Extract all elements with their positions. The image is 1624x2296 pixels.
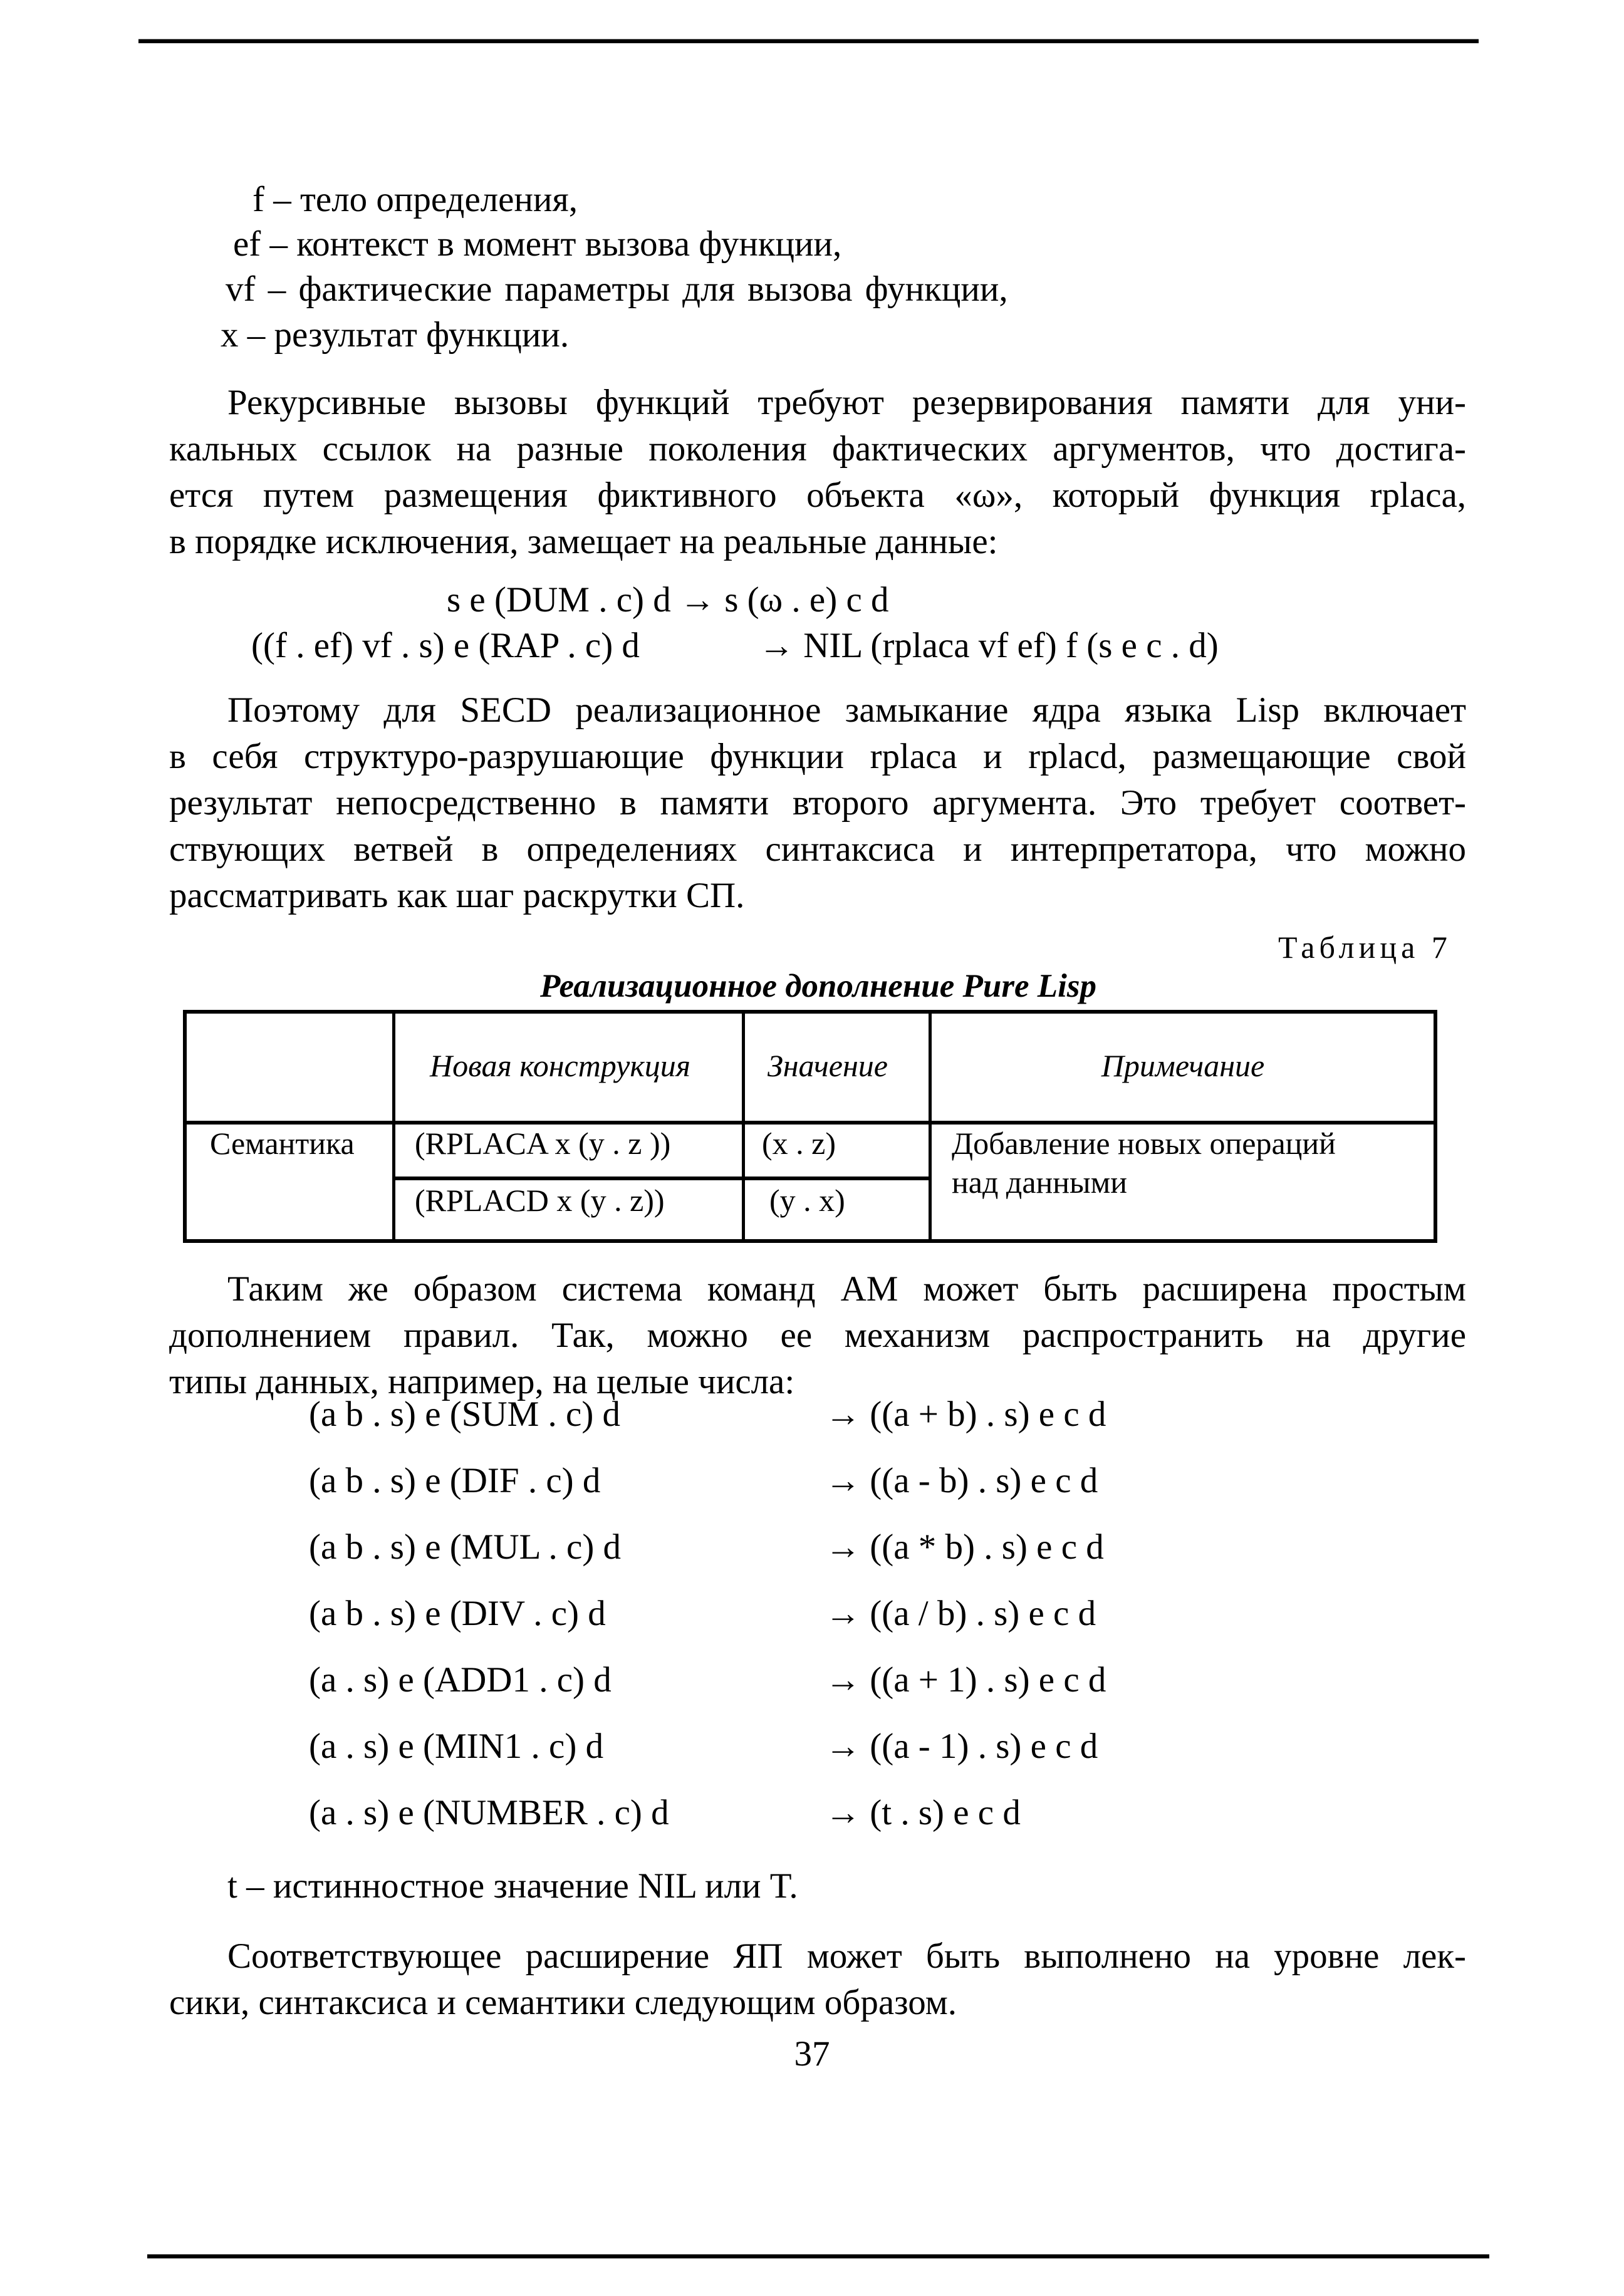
arith-rule-add1-rhs: → ((a + 1) . s) e c d (825, 1660, 1106, 1700)
paragraph-2-line-2: в себя структуро-разрушающие функции rplaca и rplacd, размещающие свой (169, 737, 1466, 776)
rule-rap-rhs: → NIL (rplaca vf ef) f (s e c . d) (759, 626, 1219, 665)
paragraph-3-line-2: дополнением правил. Так, можно ее механизм распространить на другие (169, 1316, 1466, 1355)
arith-rule-number-rhs: → (t . s) e c d (825, 1793, 1021, 1832)
paragraph-1-line-1: Рекурсивные вызовы функций требуют резервирования памяти для уни- (227, 383, 1466, 422)
paragraph-1-line-3: ется путем размещения фиктивного объекта «ω», который функция rplaca, (169, 475, 1466, 515)
table-col-divider-2 (742, 1010, 745, 1243)
paragraph-1-line-2: кальных ссылок на разные поколения фактических аргументов, что достига- (169, 429, 1466, 469)
table-cell-rplacd: (RPLACD x (y . z)) (415, 1183, 665, 1218)
table-header-construct: Новая конструкция (430, 1048, 690, 1083)
arith-rule-min1-lhs: (a . s) e (MIN1 . c) d (309, 1727, 604, 1766)
table-row-divider (392, 1177, 932, 1180)
rule-dum: s e (DUM . c) d → s (ω . e) c d (447, 580, 889, 620)
table-col-divider-3 (929, 1010, 932, 1243)
footer-rule (147, 2254, 1489, 2258)
table-cell-note-line-1: Добавление новых операций (952, 1126, 1336, 1161)
arith-rule-div-rhs: → ((a / b) . s) e c d (825, 1594, 1096, 1633)
paragraph-1-line-4: в порядке исключения, замещает на реальные данные: (169, 522, 998, 561)
paragraph-2-line-3: результат непосредственно в памяти второго аргумента. Это требует соответ- (169, 783, 1466, 823)
table-header-divider (183, 1121, 1437, 1125)
definition-vf: vf – фактические параметры для вызова функции, (226, 269, 1008, 309)
table-cell-rplaca-value: (x . z) (762, 1126, 836, 1161)
paragraph-3-line-3: типы данных, например, на целые числа: (169, 1362, 795, 1401)
table-label: Таблица 7 (1278, 930, 1452, 965)
paragraph-2-line-4: ствующих ветвей в определениях синтаксиса и интерпретатора, что можно (169, 829, 1466, 869)
paragraph-2-line-1: Поэтому для SECD реализационное замыкание ядра языка Lisp включает (227, 690, 1466, 730)
arith-rule-dif-rhs: → ((a - b) . s) e c d (825, 1461, 1098, 1500)
paragraph-3-line-1: Таким же образом система команд АМ может быть расширена простым (227, 1269, 1466, 1309)
arith-rule-dif-lhs: (a b . s) e (DIF . c) d (309, 1461, 601, 1500)
table-caption: Реализационное дополнение Pure Lisp (540, 968, 1096, 1004)
paragraph-4-line-1: Соответствующее расширение ЯП может быть выполнено на уровне лек- (227, 1936, 1466, 1976)
definition-ef: ef – контекст в момент вызова функции, (233, 224, 842, 264)
arith-rule-min1-rhs: → ((a - 1) . s) e c d (825, 1727, 1098, 1766)
arith-rule-mul-rhs: → ((a * b) . s) e c d (825, 1527, 1104, 1567)
table-col-divider-1 (392, 1010, 395, 1243)
table-row-label: Семантика (210, 1126, 355, 1161)
arith-rule-div-lhs: (a b . s) e (DIV . c) d (309, 1594, 606, 1633)
arith-rule-sum-lhs: (a b . s) e (SUM . c) d (309, 1395, 621, 1434)
arith-rule-number-lhs: (a . s) e (NUMBER . c) d (309, 1793, 669, 1832)
t-note: t – истинностное значение NIL или T. (227, 1866, 798, 1906)
paragraph-4-line-2: сики, синтаксиса и семантики следующим образом. (169, 1983, 957, 2022)
paragraph-2-line-5: рассматривать как шаг раскрутки СП. (169, 876, 745, 915)
table-cell-rplaca: (RPLACA x (y . z )) (415, 1126, 671, 1161)
table-header-value: Значение (768, 1048, 888, 1083)
arith-rule-mul-lhs: (a b . s) e (MUL . c) d (309, 1527, 622, 1567)
header-rule (138, 39, 1479, 43)
rule-rap-lhs: ((f . ef) vf . s) e (RAP . c) d (251, 626, 640, 665)
definition-f: f – тело определения, (252, 180, 578, 219)
definition-x: x – результат функции. (221, 315, 570, 355)
arith-rule-sum-rhs: → ((a + b) . s) e c d (825, 1395, 1106, 1434)
arith-rule-add1-lhs: (a . s) e (ADD1 . c) d (309, 1660, 612, 1700)
page-number: 37 (794, 2034, 830, 2074)
table-cell-rplacd-value: (y . x) (769, 1183, 845, 1218)
table-cell-note-line-2: над данными (952, 1165, 1128, 1200)
table-header-note: Примечание (1101, 1048, 1265, 1083)
